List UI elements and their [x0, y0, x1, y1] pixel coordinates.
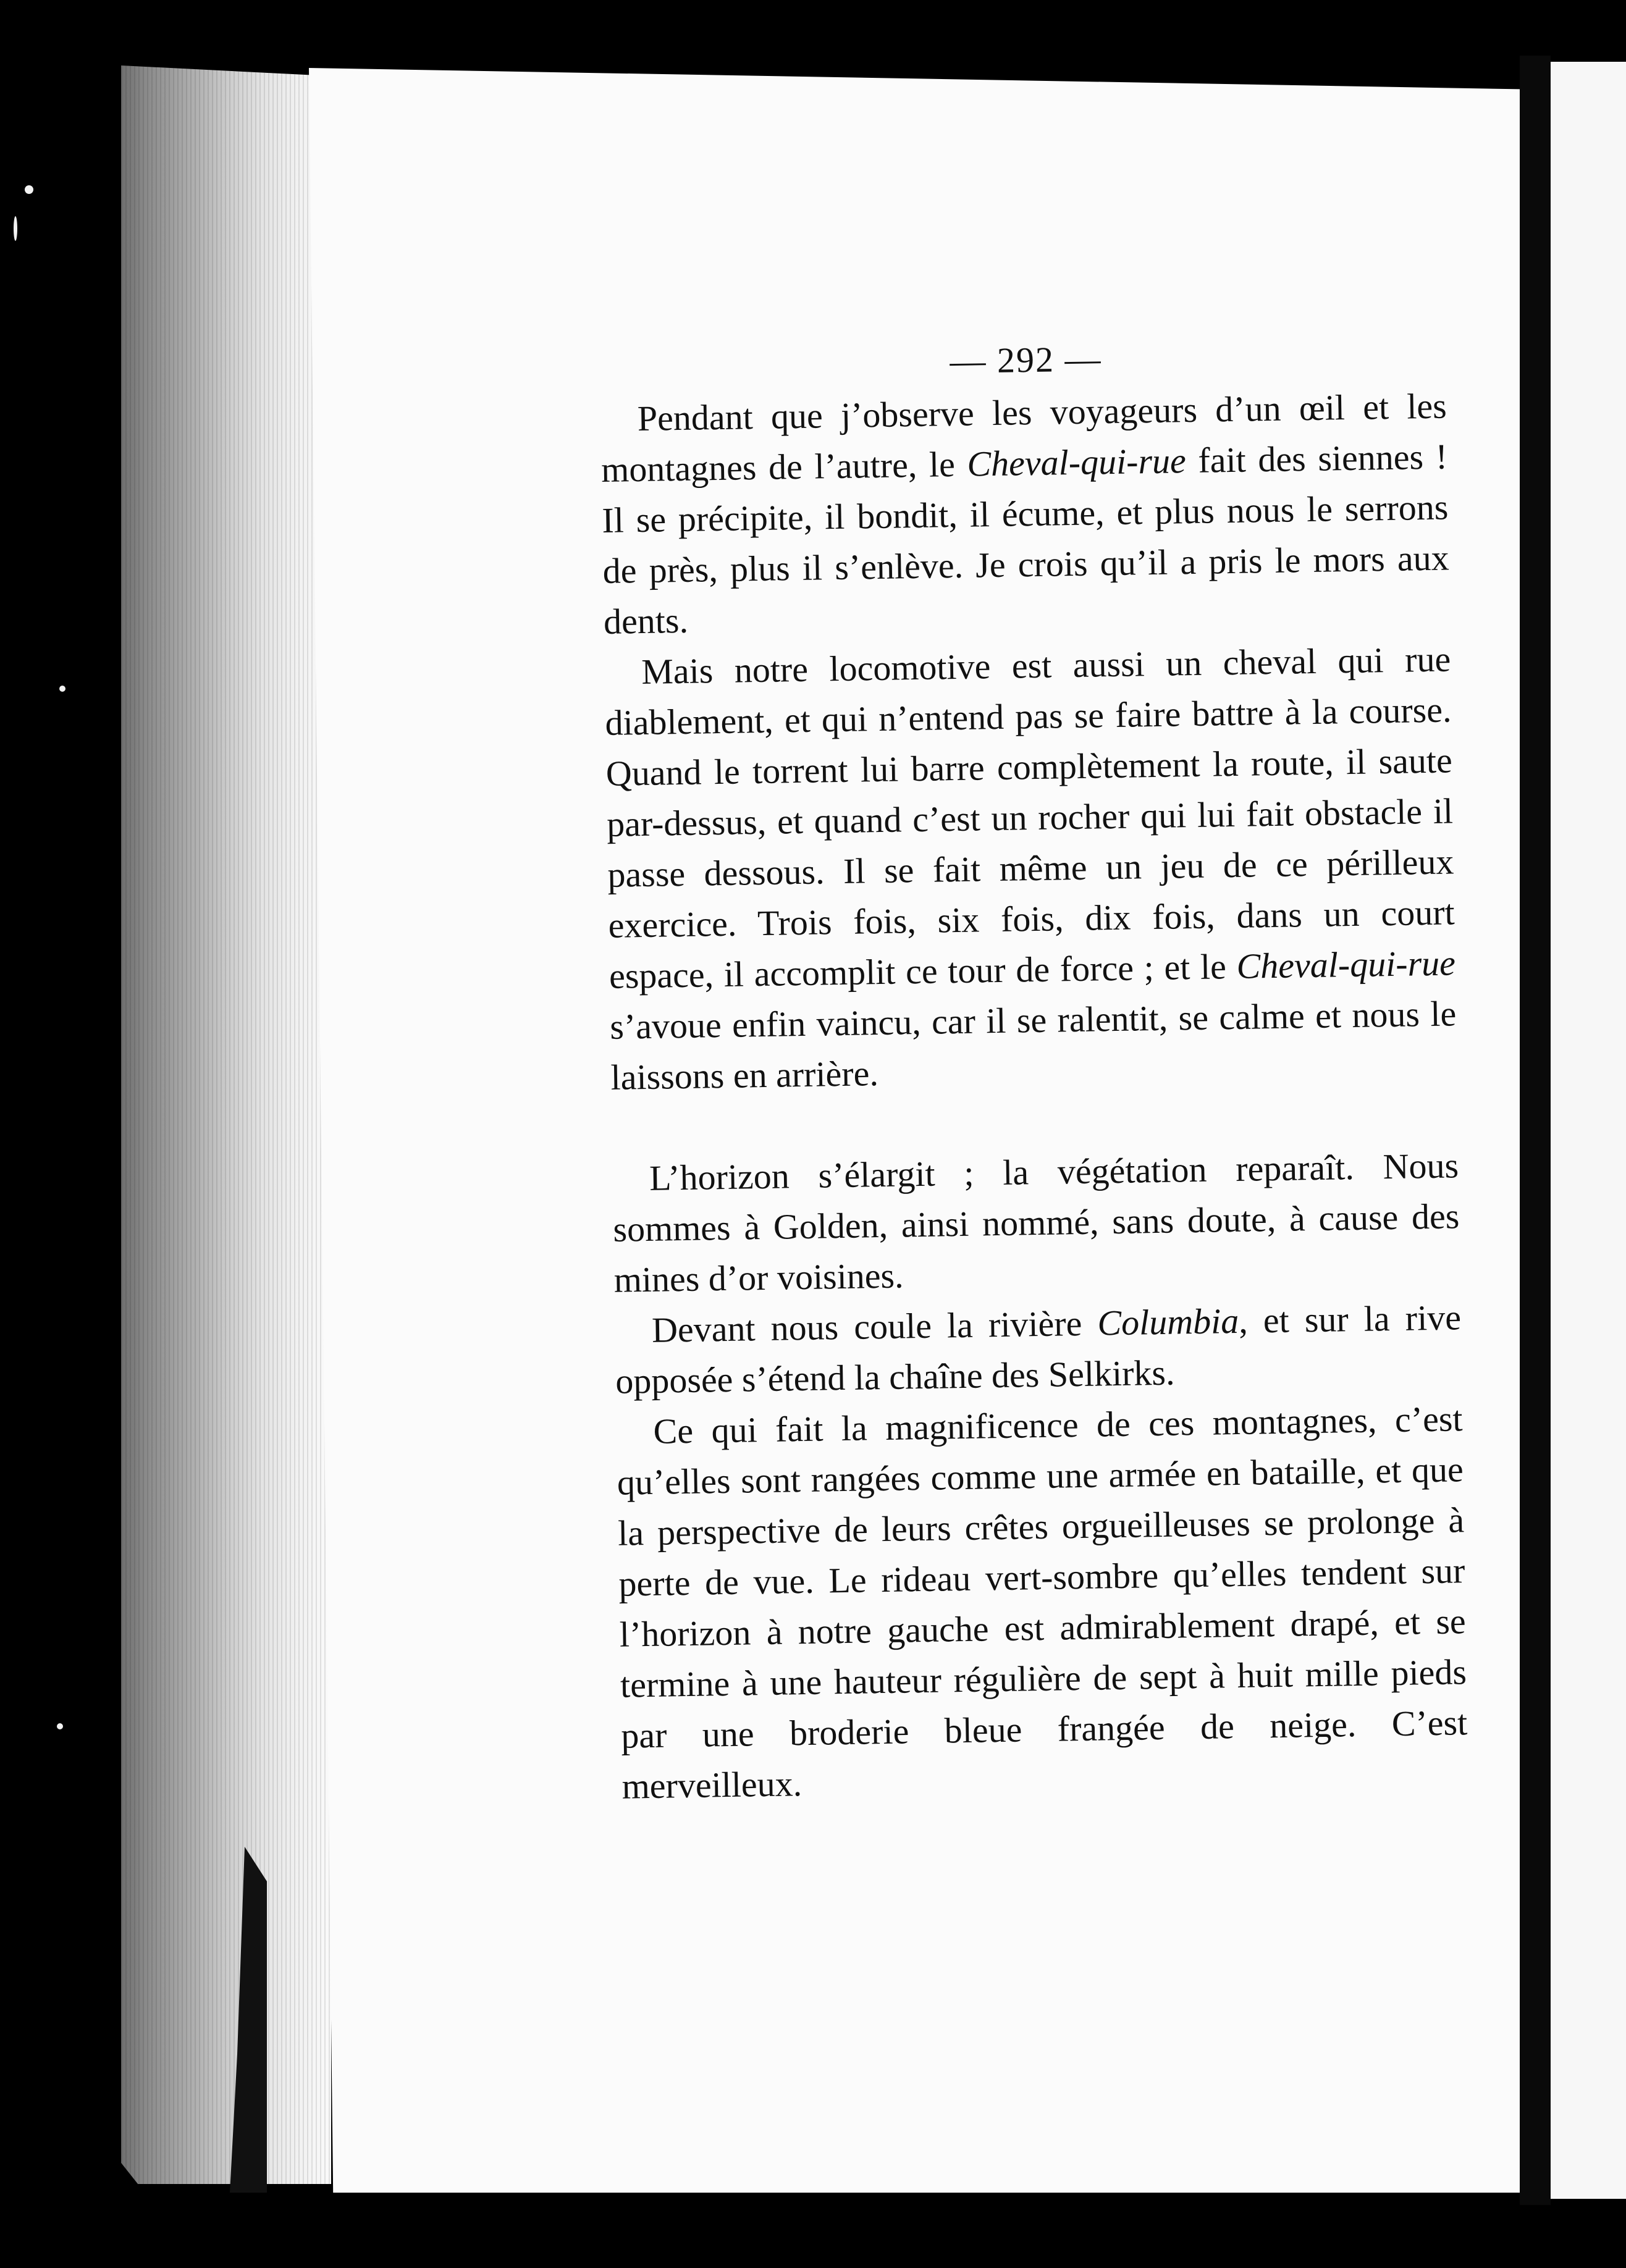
italic-term: Cheval-qui-rue [966, 440, 1187, 484]
page-edges [121, 65, 331, 2184]
paragraph-text: , et sur la rive opposée s’étend la chaîne des Selkirks. [615, 1297, 1462, 1401]
paragraph [616, 1393, 1468, 1812]
margin-speck [57, 1723, 63, 1729]
paragraph-text: s’avoue enfin vaincu, car il se ralentit, se calme et nous le laissons en arrière. [609, 993, 1457, 1098]
margin-speck [25, 185, 33, 194]
margin-speck [59, 686, 65, 692]
paragraph-text: fait des siennes ! Il se précipite, il bondit, il écume, et plus nous le serrons de près, plus il s’enlève. Je crois qu’il a pris le mors aux dents. [601, 436, 1450, 642]
page-gutter [1520, 56, 1551, 2205]
paragraph [612, 1140, 1461, 1305]
italic-term: Cheval-qui-rue [1236, 943, 1456, 986]
italic-term: Columbia [1097, 1300, 1239, 1343]
page-number: — 292 — [949, 338, 1102, 382]
paragraph [614, 1292, 1462, 1406]
margin-speck [14, 216, 17, 241]
paragraph-text: L’horizon s’élargit ; la végétation reparaît. Nous sommes à Golden, ainsi nommé, sans doute, à cause des mines d’or voisines. [612, 1145, 1460, 1300]
paragraph [604, 634, 1457, 1102]
page-text [599, 332, 1488, 1828]
paragraph-text: Devant nous coule la rivière [651, 1303, 1098, 1350]
paragraph-text: Pendant que j’observe les voyageurs d’un œil et les montagnes de l’autre, le [600, 385, 1447, 490]
paragraph [600, 380, 1450, 647]
paragraph-text: Mais notre locomotive est aussi un cheval qui rue diablement, et qui n’entend pas se faire battre à la course. Quand le torrent lui barre complètement la route, il saute par-dessus, et quand c’est un rocher qui lui fait obstacle il passe dessous. Il se fait même un jeu de ce périlleux exercice. Trois fois, six fois, dix fois, dans un court espace, il accomplit ce tour de force ; et le [605, 639, 1455, 996]
next-page-edge [1551, 62, 1626, 2199]
paragraph-text: Ce qui fait la magnificence de ces montagnes, c’est qu’elles sont rangées comme une armée en bataille, et que la perspective de leurs crêtes orgueilleuses se prolonge à perte de vue. Le rideau vert-sombre qu’elles tendent sur l’horizon à notre gauche est admirablement drapé, et se termine à une hauteur régulière de sept à huit mille pieds par une broderie bleue frangée de neige. C’est merveilleux. [617, 1398, 1468, 1807]
